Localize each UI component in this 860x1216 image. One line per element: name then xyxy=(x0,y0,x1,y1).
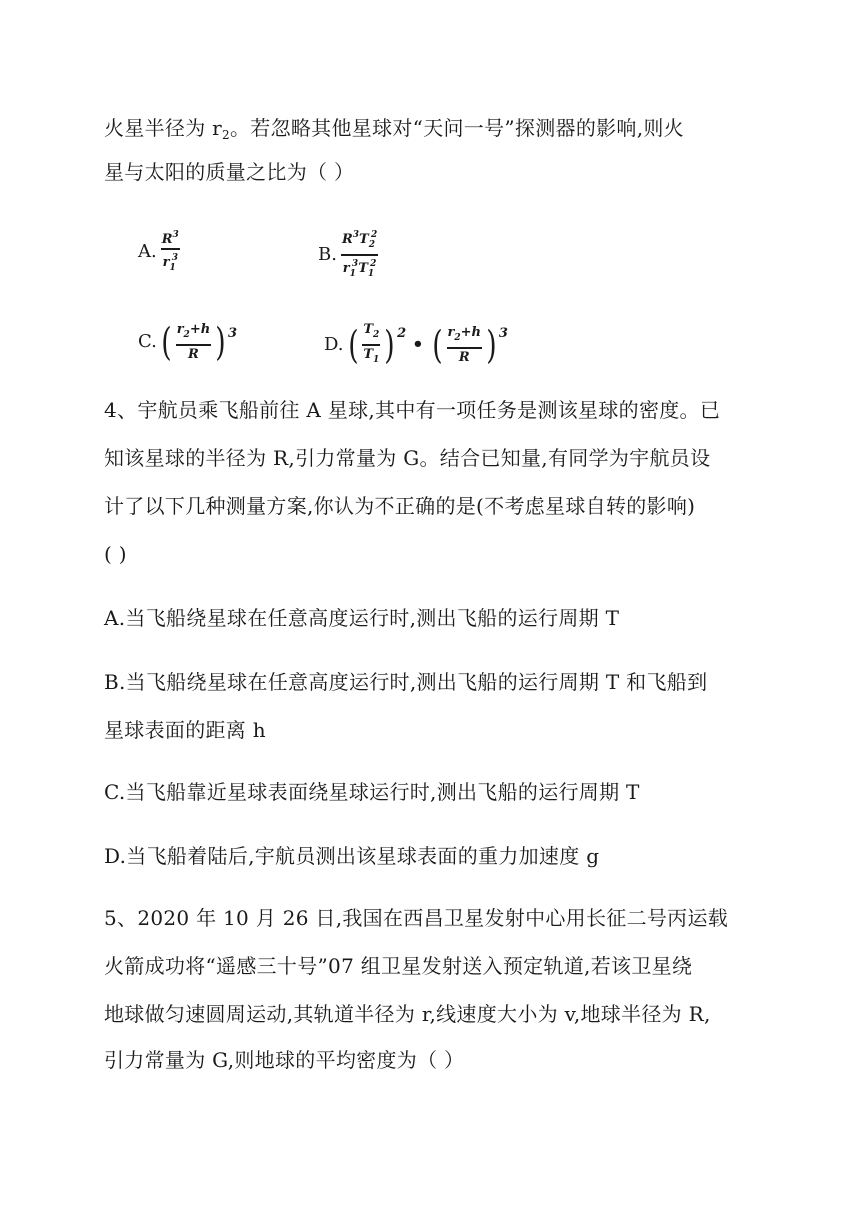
q4-line-3: 计了以下几种测量方案,你认为不正确的是(不考虑星球自转的影响) xyxy=(104,494,696,518)
q4-line-2: 知该星球的半径为 R,引力常量为 G。结合已知量,有同学为宇航员设 xyxy=(104,446,711,470)
q4-option-c[interactable]: C.当飞船靠近星球表面绕星球运行时,测出飞船的运行周期 T xyxy=(104,780,640,804)
q5-line-4: 引力常量为 G,则地球的平均密度为（ ） xyxy=(104,1048,465,1072)
q4-option-b-line-2[interactable]: 星球表面的距离 h xyxy=(104,718,266,742)
q3-option-b-formula xyxy=(339,228,380,282)
q3-option-c-label: C. xyxy=(138,330,157,352)
q3-line-1-prefix: 火星半径为 r xyxy=(104,116,223,140)
fraction: $\frac{T_2}{T_1}$ xyxy=(363,322,380,365)
q3-option-b[interactable] xyxy=(318,228,380,282)
q4-option-b-line-1[interactable]: B.当飞船绕星球在任意高度运行时,测出飞船的运行周期 T 和飞船到 xyxy=(104,670,708,694)
fraction: $\frac{r_2+h}{R}$ xyxy=(176,322,211,362)
q5-line-1: 5、2020 年 10 月 26 日,我国在西昌卫星发射中心用长征二号丙运载 xyxy=(104,906,729,930)
q3-option-d[interactable] xyxy=(324,322,508,368)
q4-line-1: 4、宇航员乘飞船前往 A 星球,其中有一项任务是测该星球的密度。已 xyxy=(104,398,721,422)
q4-line-4: ( ) xyxy=(104,542,127,566)
fraction: $\frac{R^3T_2^2}{r_1^3T_1^2}$ xyxy=(341,230,378,279)
q3-option-d-formula: ( $\frac{T_2}{T_1}$ ) 2 • ( $\frac{r_2+h}{R}$ ) 3 xyxy=(347,322,508,367)
q3-option-c-formula: ( $\frac{r_2+h}{R}$ ) 3 xyxy=(161,319,238,364)
q3-option-a-formula xyxy=(159,228,182,276)
q3-option-b-label: B. xyxy=(318,243,337,265)
q3-line-1-suffix: 。若忽略其他星球对“天问一号”探测器的影响,则火 xyxy=(229,116,684,140)
q5-line-2: 火箭成功将“遥感三十号”07 组卫星发射送入预定轨道,若该卫星绕 xyxy=(104,954,693,978)
fraction: $\frac{R^3}{r_1^3}$ xyxy=(161,230,179,273)
q3-option-a[interactable] xyxy=(138,228,182,276)
q4-option-d[interactable]: D.当飞船着陆后,宇航员测出该星球表面的重力加速度 g xyxy=(104,844,600,868)
q3-option-c[interactable] xyxy=(138,319,238,364)
q3-line-2: 星与太阳的质量之比为（ ） xyxy=(104,160,355,184)
q3-radius-subscript: 2 xyxy=(222,128,230,142)
q3-line-1 xyxy=(104,114,684,149)
q3-option-a-label: A. xyxy=(138,240,157,262)
q5-line-3: 地球做匀速圆周运动,其轨道半径为 r,线速度大小为 v,地球半径为 R, xyxy=(104,1002,711,1026)
fraction: $\frac{r_2+h}{R}$ xyxy=(447,325,481,365)
q4-option-a[interactable]: A.当飞船绕星球在任意高度运行时,测出飞船的运行周期 T xyxy=(104,606,620,630)
q3-option-d-label: D. xyxy=(324,333,344,355)
